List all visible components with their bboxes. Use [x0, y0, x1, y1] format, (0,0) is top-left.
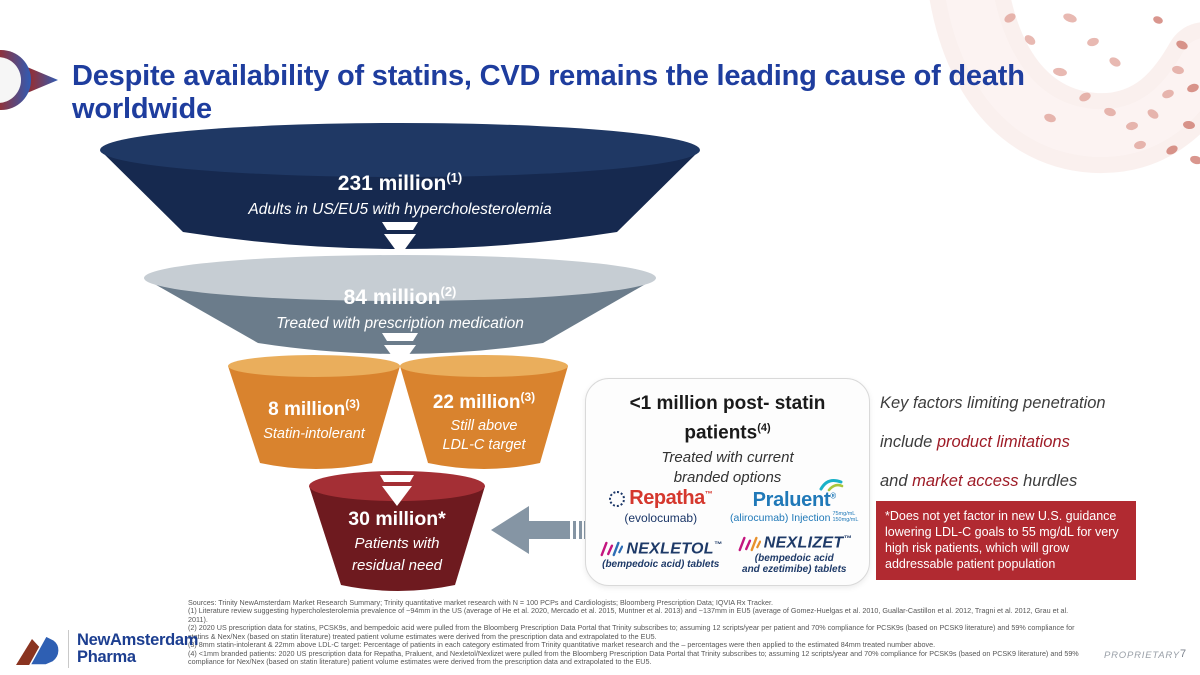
footnotes [188, 599, 1085, 667]
footnote-4: (4) <1mm branded patients: 2020 US prescription data for Repatha, Praluent, and Nexletol/Nexlizet were pulled from the Bloomberg Prescription Data Portal that Trinity subscribes to; assuming 12 scripts/year and 70% compliance for PCSK9s (based on PCSK9 literature) and 59% compliance for Nex/Nex (based on statin literature) patient volume estimates were derived from the prescription data and extrapolated to the EU5. [188, 648, 1079, 667]
company-name-bottom: Pharma [77, 648, 136, 666]
footnote-1: (1) Literature review suggesting hypercholesterolemia prevalence of ~94mm in the US (average of He et al. 2020, Mercado et al. 2015, Muntner et al. 2013) and ~137mm in EU5 (average of Gomez-Huelgas et al. 2010, Guallar-Castillon et al. 2012, Tragni et al. 2012, Grau et al. 2011). [188, 606, 1069, 624]
praluent-mark: ® [830, 491, 836, 501]
nexlizet-logo [737, 534, 852, 575]
stage3a-sup: (3) [345, 397, 360, 411]
branded-heading-line2: patients [684, 422, 758, 444]
repatha-generic: (evolocumab) [624, 511, 698, 526]
highlight-market-access: market access [912, 472, 1019, 490]
stage3a-value: 8 million [268, 399, 346, 420]
funnel-arrow-3-icon [380, 475, 414, 482]
nexletol-generic: (bempedoic acid) tablets [602, 558, 720, 570]
stage3b-label-1: Still above [450, 418, 518, 434]
left-arrow-icon [488, 498, 588, 562]
branded-heading-sup: (4) [757, 422, 771, 434]
footnote-2: (2) 2020 US prescription data for statins, PCSK9s, and bempedoic acid were pulled from the Bloomberg Prescription Data Portal that Trinity subscribes to; assuming 12 scripts/year per patient and 70% compliance for PCSK9s (based on PCSK9 literature) and 59% compliance for statins & Nex/Nex (based on statin literature) treated patient volume estimates were derived from the prescription data and extrapolated to the EU5. [188, 623, 1075, 641]
stage2-value: 84 million [343, 286, 441, 309]
funnel-arrow-1-icon [382, 222, 418, 230]
nexletol-logo [599, 540, 722, 570]
praluent-name: Praluent [752, 488, 831, 511]
nexletol-waves-icon [599, 540, 623, 557]
stage3b-value: 22 million [432, 392, 521, 413]
repatha-name: Repatha [629, 487, 705, 510]
logo-divider [68, 630, 69, 668]
nexlizet-mark: ™ [843, 534, 852, 544]
repatha-mark: ™ [704, 489, 713, 499]
proprietary-label: PROPRIETARY [1104, 650, 1180, 661]
footnote-sources: Sources: Trinity NewAmsterdam Market Research Summary; Trinity quantitative market research with N = 100 PCPs and Cardiologists; Bloomberg Prescription Data; IQVIA Rx Tracker. [188, 598, 773, 607]
company-name-top: NewAmsterdam [77, 631, 199, 649]
repatha-logo [609, 487, 712, 525]
nexletol-mark: ™ [713, 539, 723, 549]
repatha-ring-icon [609, 491, 625, 507]
svg-text:22 million(3) [433, 390, 535, 413]
stage1-sup: (1) [446, 170, 463, 185]
slide-title: Despite availability of statins, CVD remains the leading cause of death worldwide [72, 60, 1025, 125]
funnel-stage-3b [400, 355, 568, 469]
newamsterdam-mark-icon [16, 632, 62, 666]
svg-text:231 million(1) [338, 170, 462, 195]
stage3a-label: Statin-intolerant [263, 426, 365, 442]
highlight-product-limitations: product limitations [936, 433, 1070, 451]
branded-heading-line1: <1 million post- statin [629, 393, 826, 414]
funnel-stage-3a [228, 355, 400, 469]
funnel-stage-2 [144, 255, 656, 367]
branded-subheading-line2: branded options [673, 469, 782, 487]
stage1-value: 231 million [337, 172, 447, 195]
stage2-label: Treated with prescription medication [276, 315, 524, 332]
stage4-value: 30 million* [348, 508, 446, 530]
nexlizet-waves-icon [737, 535, 761, 552]
nexlizet-generic-line2: and ezetimibe) tablets [742, 564, 847, 576]
funnel-stage-4 [309, 471, 485, 591]
praluent-doses: 75mg/mL 150mg/mL [832, 510, 859, 523]
key-factors-text: Key factors limiting penetration include product limitations and market access hurdles [880, 394, 1150, 511]
page-number: 7 [1180, 648, 1187, 660]
stage1-label: Adults in US/EU5 with hypercholesterolemia [248, 201, 552, 218]
praluent-logo [730, 489, 858, 524]
praluent-bird-icon [818, 477, 844, 492]
nexletol-name: NEXLETOL [626, 539, 714, 557]
stage4-label-2: residual need [351, 557, 443, 574]
nexlizet-generic-line1: (bempedoic acid [754, 553, 834, 565]
praluent-generic: (alirocumab) Injection [730, 511, 831, 524]
stage4-label-1: Patients with [354, 535, 440, 552]
svg-text:84 million(2) [344, 284, 457, 309]
key-factors-line1: Key factors limiting penetration [880, 394, 1106, 412]
nexlizet-name: NEXLIZET [763, 534, 844, 552]
stage2-sup: (2) [440, 284, 457, 299]
guidance-note: *Does not yet factor in new U.S. guidance lowering LDL-C goals to 55 mg/dL for very high risk patients, which will grow addressable patient population [876, 501, 1136, 580]
footnote-3: (3) 8mm statin-intolerant & 22mm above LDL-C target: Percentage of patients in each category estimated from Trinity quantitative market research and the – percentages were then applied to the estimated 84mm treated number above. [188, 640, 936, 650]
eye-logo-icon [0, 46, 64, 114]
branded-subheading-line1: Treated with current [661, 449, 794, 467]
stage3b-label-2: LDL-C target [442, 437, 526, 453]
funnel-arrow-2-icon [382, 333, 418, 341]
stage3b-sup: (3) [520, 390, 536, 404]
funnel-stage-1 [100, 123, 700, 256]
branded-options-card [585, 378, 870, 586]
company-logo [16, 630, 198, 668]
